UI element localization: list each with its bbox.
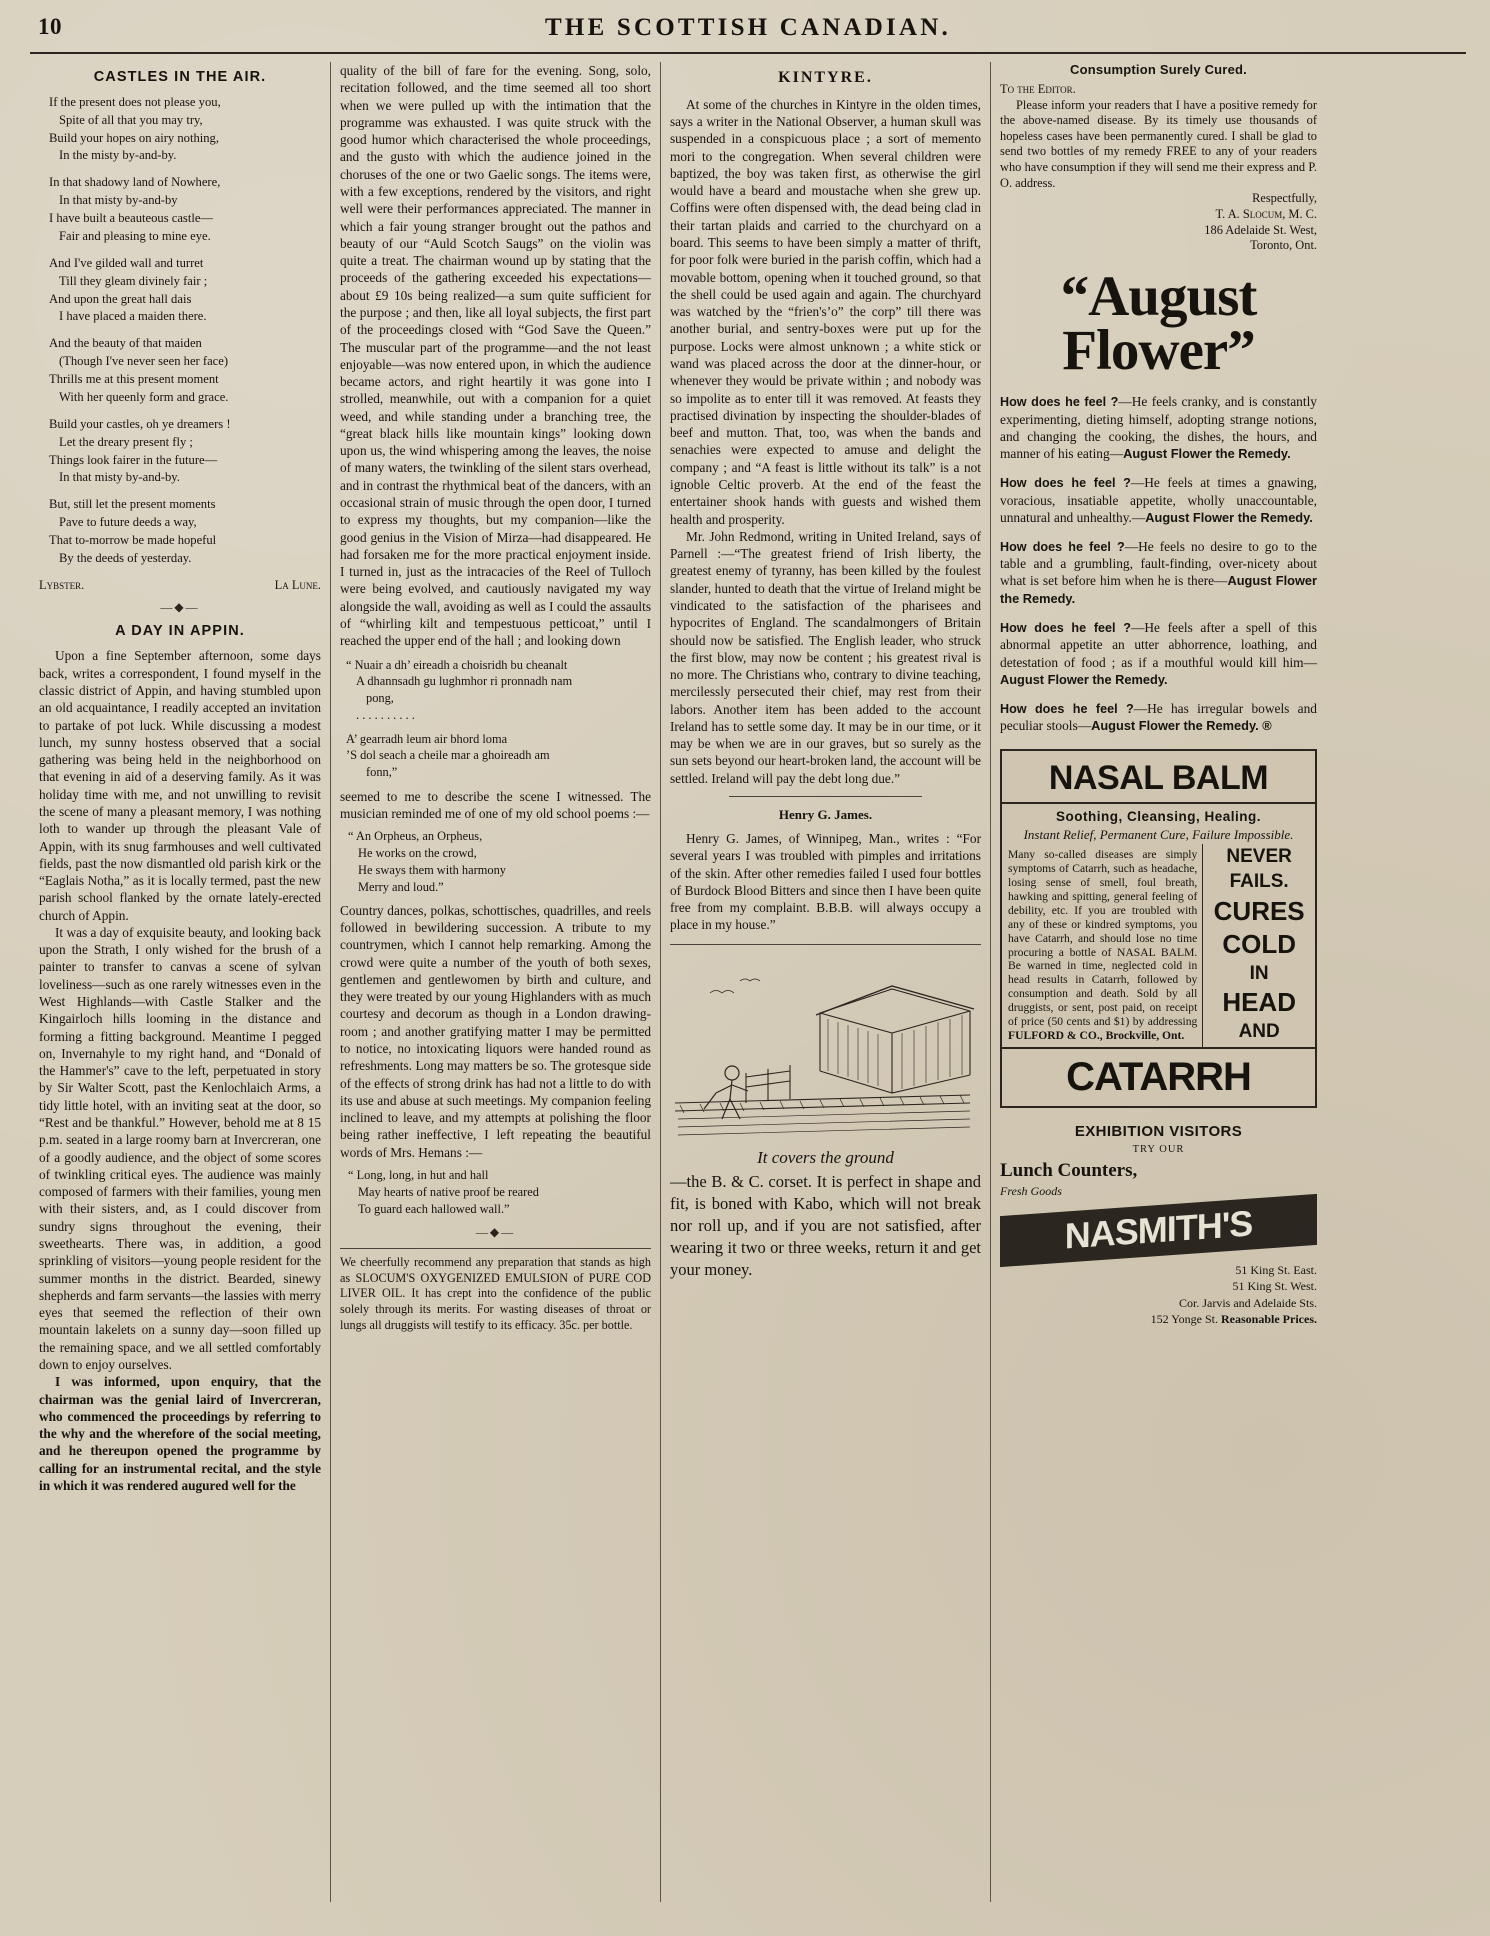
address-line: 51 King St. East. (1235, 1263, 1317, 1278)
divider (729, 796, 922, 797)
poem-line: And upon the great hall dais (49, 291, 192, 306)
to-the-editor-label: To the Editor. (1000, 81, 1076, 96)
consumption-ad-name: T. A. Slocum, M. C. (1215, 206, 1317, 221)
nasal-balm-copy: Many so-called diseases are simply symptoms of Catarrh, such as headache, losing sense of smell, foul breath, hawking and spitting, general feeling of debility, etc. If you are troubled with any of these or kindred symptoms, you have Catarrh, and should lose no time procuring a bottle of NASAL BALM. Be warned in time, neglected cold in head results in Catarrh, followed by consumption and death. Sold by all druggists, or sent, post paid, on receipt of price (50 cents and $1) by addressing (1008, 848, 1198, 1029)
nasal-balm-subtitle-2: Instant Relief, Permanent Cure, Failure Impossible. (1023, 827, 1294, 843)
corset-ad-illustration (670, 953, 981, 1143)
verse-line: To guard each hallowed wall.” (358, 1201, 510, 1216)
nasal-balm-catarrh-word: CATARRH (1002, 1047, 1315, 1106)
verse-line: “ Long, long, in hut and hall (348, 1167, 489, 1182)
address-line: 152 Yonge St. (1150, 1311, 1219, 1326)
testimonial-text: Henry G. James, of Winnipeg, Man., writes : “For several years I was troubled with pimples and irritations of the skin. After other remedies failed I used four bottles of Burdock Blood Bitters and since then I have been quite free from my complaint. B.B.B. will always occupy a place in my house.” (670, 830, 981, 933)
verse-line: “ An Orpheus, an Orpheus, (348, 829, 483, 844)
nasmiths-logo: NASMITH'S (1000, 1194, 1317, 1267)
verse-line: Merry and loud.” (358, 879, 444, 894)
consumption-ad-address-2: Toronto, Ont. (1250, 238, 1317, 253)
slogan-word: NEVER (1226, 846, 1292, 868)
qa-text: —He feels no desire to go to the table and a grumbling, fault-finding, over-nicety about what is set before him when he is there— (1000, 538, 1317, 589)
august-flower-qa (1000, 619, 1317, 689)
section-divider (39, 600, 321, 616)
slogan-word: HEAD (1222, 987, 1296, 1018)
slogan-word: IN (1249, 962, 1269, 984)
reasonable-prices-label: Reasonable Prices. (1221, 1311, 1317, 1326)
consumption-ad-heading: Consumption Surely Cured. (1070, 62, 1247, 77)
hemans-verse (348, 1167, 651, 1218)
section-divider (340, 1225, 651, 1241)
verse-line: A’ gearradh leum air bhord loma (346, 731, 508, 746)
masthead-rule (30, 52, 1466, 54)
poem-castles-in-the-air (39, 94, 321, 568)
poem-line: In that misty by-and-by (59, 193, 178, 208)
poem-line: I have built a beauteous castle— (49, 211, 214, 226)
nasal-balm-advertisement (1000, 749, 1317, 1108)
qa-question: How does he feel ? (1000, 539, 1125, 554)
poem-line: In that misty by-and-by. (59, 470, 180, 485)
body-paragraph: At some of the churches in Kintyre in the olden times, says a writer in the National Observer, a human skull was suspended in a conspicuous place ; a sort of memento mori to the congregation. When several children were baptized, the boy was taken first, as otherwise the girl would have a beard and moustache when she grew up. Coffins were often dispensed with, the dead being clad in their tartan plaids and carried to the churchyard on a board. This seems to have been simply a matter of thrift, for poor folk were buried in the parish coffin, which had a movable bottom, opening when it touched ground, so that the shell could be used again and again. The churchyard was watched by the “frien's’o” the corp” till there was another burial, and sentry-boxes were put up for the purpose. Locks were almost unknown ; a white stick or wand was placed across the door at the dinner-hour, or whenever they would be private within ; and nobody was so impolite as to enter till it was removed. At feasts they practised divination by inspecting the shoulder-blades of beef and mutton. That, too, was when the bands and senachies were expected to amuse and delight the company ; and “A feast is little without its talk” is a not ignoble Celtic proverb. At the end of the feast the entertainer shook hands with guests and wished them health and prosperity. (670, 96, 981, 527)
poem-author: La Lune. (274, 577, 321, 592)
qa-question: How does he feel ? (1000, 701, 1134, 716)
verse-line: “ Nuair a dh’ eireadh a choisridh bu cheanalt (346, 657, 568, 672)
address-line: Cor. Jarvis and Adelaide Sts. (1179, 1295, 1317, 1310)
poem-line: Thrills me at this present moment (49, 372, 219, 387)
corset-advertisement (670, 944, 981, 1282)
column-container (30, 62, 1466, 1902)
poem-line: But, still let the present moments (49, 497, 216, 512)
consumption-ad (1000, 82, 1317, 254)
body-paragraph: Upon a fine September afternoon, some days back, writes a correspondent, I found myself in the classic district of Appin, and having stumbled upon an old acquaintance, I readily accepted an invitation to partake of pot luck. While discussing a modest lunch, my sunny hostess observed that a social gathering was being held in the neighborhood on that evening in aid of a deserving family. As it was holiday time with me, and not unwilling to revisit the scene of many a pleasant memory, I was nothing loth to wander up through the pleasant Vale of Appin, with its snug farmhouses and well cultivated fields, past the now dismantled old parish kirk or the “Eaglais Notha,” as it is locally termed, past the new parish school flanked by the ornate lately-erected church of Appin. (39, 648, 321, 923)
slogan-word: CURES (1213, 895, 1305, 926)
qa-question: How does he feel ? (1000, 620, 1131, 635)
nasmith-addresses (1000, 1262, 1317, 1327)
nasal-balm-title: NASAL BALM (1002, 751, 1315, 804)
slogan-word: AND (1238, 1021, 1280, 1043)
fresh-goods-label: Fresh Goods (1000, 1183, 1062, 1198)
poem-line: With her queenly form and grace. (59, 389, 229, 404)
consumption-ad-body: Please inform your readers that I have a positive remedy for the above-named disease. By its timely use thousands of hopeless cases have been permanently cured. I shall be glad to send two bottles of my remedy FREE to any of your readers who have consumption if they will send me their express and P. O. address. (1000, 97, 1317, 190)
body-paragraph: It was a day of exquisite beauty, and looking back upon the Strath, I only wished for the brush of a painter to transfer to canvas a scene of sylvan loveliness—such as one rarely witnesses even in the West Highlands—with Castle Stalker and the Kingairloch hills looming in the distance and forming a fitting background. Meantime I pegged on, Invernahyle to my right hand, and “Donald of the Hammer's” cave to the left, perpetuated in story by Sir Walter Scott, past the Kenlochlaich Arms, a tidy little hotel, with an inviting seat at the door, so “Rest and be thankful.” However, behold me at 8 15 p.m. seated in a large roomy barn at Invercreran, one of a goodly audience, and the object of some scores of twinkling critical eyes. The audience was mainly composed of farmers with their families, young men with their sisters, and, as I could discover from sundry signs throughout the evening, their sweethearts. There was, in addition, a good sprinkling of visitors—young people resident for the summer months in the district. Bearded, sinewy shepherds and farm servants—the lassies with merry eyes that seemed the reflection of their own mountain lakelets on a sunny day—soon filled up the remaining space, and we all settled comfortably down to enjoy ourselves. (39, 924, 321, 1372)
verse-line: A dhannsadh gu lughmhor ri pronnadh nam (356, 674, 573, 689)
verse-line: pong, (366, 691, 394, 706)
exhibition-heading: EXHIBITION VISITORS (1074, 1122, 1243, 1140)
august-flower-line-2: Flower” (1062, 319, 1255, 383)
column-1 (30, 62, 330, 1902)
poem-stanza (39, 255, 321, 327)
article-title-appin: A DAY IN APPIN. (115, 622, 245, 639)
corset-ad-text: —the B. & C. corset. It is perfect in shape and fit, is boned with Kabo, which will not break nor roll up, and if you are not satisfied, after wearing it two or three weeks, return it and get your money. (670, 1171, 981, 1280)
orpheus-verse (348, 828, 651, 895)
qa-brand: August Flower the Remedy. (1123, 446, 1291, 462)
poem-stanza (39, 335, 321, 407)
poem-line: And I've gilded wall and turret (49, 255, 204, 270)
poem-stanza (39, 174, 321, 246)
qa-brand: August Flower the Remedy. (1145, 509, 1313, 525)
body-paragraph: quality of the bill of fare for the evening. Song, solo, recitation followed, and the time seemed all too short when we were pulled up with the intimation that the programme was exhausted. I was quite struck with the good humor which characterised the whole proceedings, and the gusto with which the audience joined in the choruses of the one or two Gaelic songs. The items were, with a few exceptions, rendered by the visitors, and right well were their performances appreciated. The manner in which a fair young stranger brought out the pathos and beauty of our “Auld Scotch Saugs” on the violin was quite a treat. The chairman wound up by stating that the proceeds of the gathering exceeded his expectations—about £9 10s being realized—a sum quite sufficient for the purpose ; and then, like all loyal subjects, the first part of the proceedings closed with “God Save the Queen.” The muscular part of the programme—and the not least enjoyable—was now entered upon, in which the audience became actors, and right heartily it was gone into I strolled, meanwhile, out with a companion for a quiet weed, and while standing under a branching tree, the “great black hills like mountain kings” looking down upon us, the wind whispering among the leaves, the noise of many waters, the twinkling of the silent stars overhead, and in contrast the rhythmical beat of the dancers, with an occasional strain of music through the open door, I turned to express my thoughts, but my companion—like the good genius in the Vision of Mirza—had disappeared. He had forsaken me for the more practical enjoyment inside. I turned in, just as the intracacies of the Reel of Tulloch were being evolved, and cautiously navigated my way alongside the wall, avoiding as well as I could the assaults of “whirling kilt and tempestuous petticoat,” until I reached the upper end of the hall ; and looking down (340, 63, 651, 649)
verse-line: fonn,” (366, 764, 398, 779)
body-paragraph: Mr. John Redmond, writing in United Ireland, says of Parnell :—“The greatest friend of Irish liberty, the greatest enemy of tyranny, has been killed by the foulest slander, hunted to death that the virtue of Ireland might be vindicated to the satisfaction of the pharisees and hypocrites of England. The scandalmongers of Britain should now be satisfied. The English leader, who struck the first blow, may now be content ; his greatest rival is no more. The Christians who, contrary to divine teaching, mercilessly persecuted their chief, may rest from their labors. Another item has been added to the account Ireland has to settle some day. It may be in our time, or it may be when we are in our graves, but so surely as the sun sets beyond our heart-broken land, the account will be settled. Ireland will pay the debt long due.” (670, 528, 981, 786)
august-flower-line-1: “August (1060, 264, 1257, 328)
masthead (30, 14, 1466, 48)
poem-line: Build your castles, oh ye dreamers ! (49, 416, 231, 431)
verse-line: May hearts of native proof be reared (358, 1184, 539, 1199)
poem-line: If the present does not please you, (49, 94, 221, 109)
testimonial-byline: Henry G. James. (778, 807, 873, 823)
qa-question: How does he feel ? (1000, 476, 1131, 491)
august-flower-title (1000, 264, 1317, 383)
qa-question: How does he feel ? (1000, 395, 1119, 410)
qa-brand: August Flower the Remedy. (1000, 573, 1317, 607)
poem-line: And the beauty of that maiden (49, 336, 202, 351)
qa-brand: August Flower the Remedy. ® (1091, 717, 1272, 733)
poem-line: Till they gleam divinely fair ; (59, 273, 208, 288)
try-our-label: TRY OUR (1132, 1144, 1185, 1156)
verse-line: He sways them with harmony (358, 862, 506, 877)
poem-stanza (39, 94, 321, 166)
poem-line: Fair and pleasing to mine eye. (59, 228, 211, 243)
nasmith-advertisement (1000, 1122, 1317, 1327)
poem-line: That to-morrow be made hopeful (49, 533, 217, 548)
poem-line: Spite of all that you may try, (59, 112, 203, 127)
poem-place: Lybster. (39, 577, 85, 592)
qa-text: —He feels cranky, and is constantly experimenting, dieting himself, adopting strange notions, and changing the cooking, the dishes, the hours, and manner of his eating— (1000, 394, 1317, 462)
slogan-word: FAILS. (1229, 871, 1289, 893)
poem-line: In the misty by-and-by. (59, 148, 177, 163)
column-3 (660, 62, 990, 1902)
page-number: 10 (38, 14, 62, 39)
verse-line: ’S dol seach a cheile mar a ghoireadh am (346, 748, 550, 763)
poem-line: I have placed a maiden there. (59, 309, 207, 324)
poem-stanza (39, 416, 321, 488)
qa-text: —He feels at times a gnawing, voracious, insatiable appetite, wholly unaccountable, unnatural and unhealthy.— (1000, 475, 1317, 525)
column-2 (330, 62, 660, 1902)
qa-text: —He has irregular bowels and peculiar stools— (1000, 700, 1317, 733)
slocum-emulsion-note: We cheerfully recommend any preparation that stands as high as SLOCUM'S OXYGENIZED EMULSION of PURE COD LIVER OIL. It has crept into the confidence of the public solely through its merits. For wasting diseases of throat or lungs all druggists will testify to its efficacy. 35c. per bottle. (340, 1248, 651, 1333)
consumption-ad-address-1: 186 Adelaide St. West, (1204, 222, 1317, 237)
poem-line: By the deeds of yesterday. (59, 550, 192, 565)
poem-line: In that shadowy land of Nowhere, (49, 175, 221, 190)
nasal-balm-subtitle: Soothing, Cleansing, Healing. (1055, 808, 1261, 824)
body-paragraph: seemed to me to describe the scene I witnessed. The musician reminded me of one of my old school poems :— (340, 788, 651, 821)
august-flower-qa (1000, 700, 1317, 735)
corset-ad-caption: It covers the ground (757, 1147, 894, 1167)
verse-line: He works on the crowd, (358, 846, 477, 861)
slogan-word: COLD (1222, 928, 1296, 959)
poem-stanza (39, 496, 321, 568)
august-flower-qa (1000, 393, 1317, 463)
poem-line: Things look fairer in the future— (49, 452, 218, 467)
gaelic-verse-2 (340, 731, 651, 781)
nasal-balm-body (1002, 844, 1202, 1047)
poem-line: Build your hopes on airy nothing, (49, 130, 220, 145)
nasal-balm-slogan-column (1202, 844, 1315, 1047)
qa-text: —He feels after a spell of this abnormal appetite an utter abhorrence, loathing, and detestation of food ; as if a mouthful would kill him— (1000, 619, 1317, 670)
lunch-counters-label: Lunch Counters, (1000, 1160, 1138, 1182)
verse-ellipsis: . . . . . . . . . . (356, 707, 415, 722)
address-line-last (1000, 1311, 1317, 1327)
nasal-balm-firm: FULFORD & CO., Brockville, Ont. (1008, 1029, 1185, 1042)
poem-line: Pave to future deeds a way, (59, 515, 197, 530)
column-4-advertisements (990, 62, 1326, 1902)
poem-title: CASTLES IN THE AIR. (93, 69, 267, 85)
article-title-kintyre: KINTYRE. (778, 69, 873, 86)
paper-title: THE SCOTTISH CANADIAN. (545, 14, 951, 41)
consumption-ad-respectfully: Respectfully, (1252, 191, 1317, 206)
august-flower-qa (1000, 538, 1317, 608)
poem-line: (Though I've never seen her face) (59, 354, 229, 369)
qa-brand: August Flower the Remedy. (1000, 671, 1168, 687)
body-paragraph: I was informed, upon enquiry, that the chairman was the genial laird of Invercreran, who commenced the proceedings by referring to the why and the wherefore of the social meeting, and he thereupon opened the programme by calling for an instrumental recital, and the style in which it was rendered augured well for the (39, 1374, 321, 1493)
poem-line: Let the dreary present fly ; (59, 434, 193, 449)
august-flower-qa (1000, 474, 1317, 526)
body-paragraph: Country dances, polkas, schottisches, quadrilles, and reels followed in bewildering succession. A tribute to my countrymen, which I cannot help remarking. Among the crowd were quite a number of the youth of both sexes, gentlemen and gentlewomen by birth and culture, and they were treated by our young Highlanders with as much courtesy and decorum as though in a London drawing-room ; and another gratifying matter I may be permitted to notice, no intoxicating liquors were handed round as refreshments. Long may matters be so. The grotesque side of the effects of strong drink has had not a little to do with its use and abuse at such meetings. My companion feeling inclined to leave, and my attempts at polishing the floor being rather ineffective, I left repeating the beautiful words of Mrs. Hemans :— (340, 902, 651, 1160)
address-line: 51 King St. West. (1232, 1279, 1317, 1294)
gaelic-verse-1 (340, 657, 651, 724)
poem-signature (39, 577, 321, 593)
